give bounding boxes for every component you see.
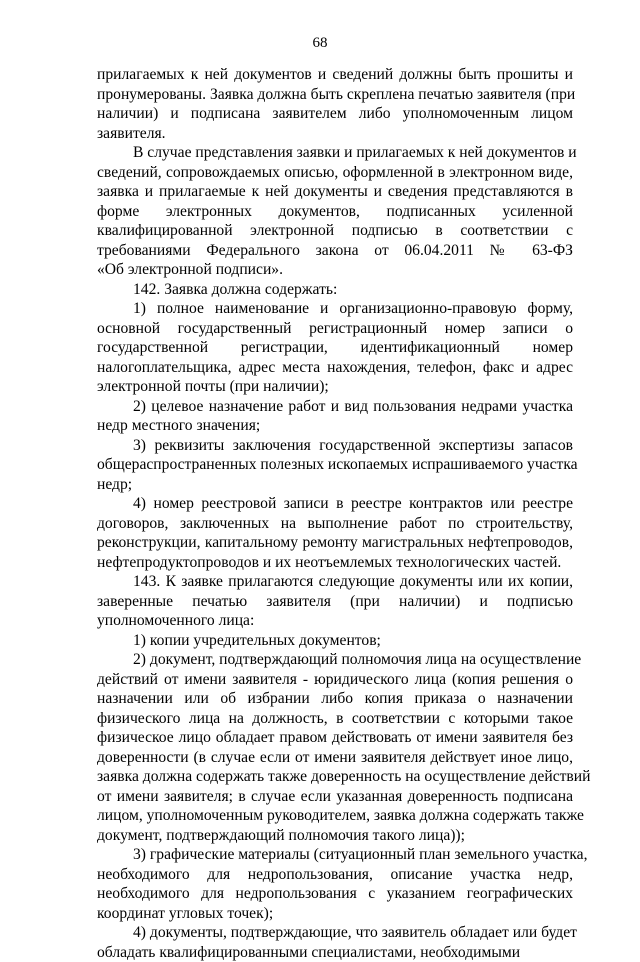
paragraph	[97, 397, 573, 436]
text-line: 143. К заявке прилагаются следующие документы или их копии,	[97, 572, 573, 592]
text-line: недр;	[97, 475, 573, 495]
text-line: В случае представления заявки и прилагаемых к ней документов и	[97, 143, 573, 163]
text-line: физическое лицо обладает правом действовать от имени заявителя без	[97, 728, 573, 748]
paragraph	[97, 631, 573, 651]
text-line: реконструкции, капитальному ремонту магистральных нефтепроводов,	[97, 533, 573, 553]
text-line: 4) номер реестровой записи в реестре контрактов или реестре	[97, 494, 573, 514]
paragraph	[97, 299, 573, 397]
text-line: 2) документ, подтверждающий полномочия лица на осуществление	[97, 650, 573, 670]
paragraph	[97, 650, 573, 845]
paragraph	[97, 572, 573, 631]
text-line: 2) целевое назначение работ и вид пользования недрами участка	[97, 397, 573, 417]
text-line: наличии) и подписана заявителем либо уполномоченным лицом	[97, 104, 573, 124]
text-line: 142. Заявка должна содержать:	[97, 280, 573, 300]
text-line: электронной почты (при наличии);	[97, 377, 573, 397]
paragraph	[97, 494, 573, 572]
text-line: основной государственный регистрационный номер записи о	[97, 319, 573, 339]
text-line: налогоплательщика, адрес места нахождения, телефон, факс и адрес	[97, 358, 573, 378]
text-line: государственной регистрации, идентификационный номер	[97, 338, 573, 358]
text-line: 3) реквизиты заключения государственной экспертизы запасов	[97, 436, 573, 456]
text-line: лицом, уполномоченным руководителем, заявка должна содержать также	[97, 806, 573, 826]
text-line: обладать квалифицированными специалистами, необходимыми	[97, 943, 573, 962]
text-line: договоров, заключенных на выполнение работ по строительству,	[97, 514, 573, 534]
text-line: недр местного значения;	[97, 416, 573, 436]
text-line: сведений, сопровождаемых описью, оформленной в электронном виде,	[97, 163, 573, 183]
text-line: 1) копии учредительных документов;	[97, 631, 573, 651]
text-line: физического лица на должность, в соответствии с которыми такое	[97, 709, 573, 729]
text-line: квалифицированной электронной подписью в соответствии с	[97, 221, 573, 241]
text-line: нефтепродуктопроводов и их неотъемлемых технологических частей.	[97, 553, 573, 573]
paragraph	[97, 143, 573, 280]
text-line: прилагаемых к ней документов и сведений должны быть прошиты и	[97, 65, 573, 85]
text-line: 3) графические материалы (ситуационный план земельного участка,	[97, 845, 573, 865]
text-line: уполномоченного лица:	[97, 611, 573, 631]
text-line: заверенные печатью заявителя (при наличии) и подписью	[97, 592, 573, 612]
page-number: 68	[0, 34, 640, 52]
paragraph	[97, 280, 573, 300]
text-line: доверенности (в случае если от имени заявителя действует иное лицо,	[97, 748, 573, 768]
text-line: заявка должна содержать также доверенность на осуществление действий	[97, 767, 573, 787]
text-line: координат угловых точек);	[97, 904, 573, 924]
text-line: действий от имени заявителя - юридического лица (копия решения о	[97, 670, 573, 690]
text-line: общераспространенных полезных ископаемых испрашиваемого участка	[97, 455, 573, 475]
text-line: документ, подтверждающий полномочия такого лица));	[97, 826, 573, 846]
paragraph	[97, 65, 573, 143]
text-line: от имени заявителя; в случае если указанная доверенность подписана	[97, 787, 573, 807]
text-line: 1) полное наименование и организационно-правовую форму,	[97, 299, 573, 319]
text-line: «Об электронной подписи».	[97, 260, 573, 280]
text-line: требованиями Федерального закона от 06.04.2011 № 63-ФЗ	[97, 241, 573, 261]
text-line: заявка и прилагаемые к ней документы и сведения представляются в	[97, 182, 573, 202]
paragraph	[97, 436, 573, 495]
paragraph	[97, 923, 573, 962]
text-line: пронумерованы. Заявка должна быть скреплена печатью заявителя (при	[97, 85, 573, 105]
text-line: 4) документы, подтверждающие, что заявитель обладает или будет	[97, 923, 573, 943]
document-body	[97, 65, 573, 962]
paragraph	[97, 845, 573, 923]
text-line: назначении или об избрании либо копия приказа о назначении	[97, 689, 573, 709]
text-line: форме электронных документов, подписанных усиленной	[97, 202, 573, 222]
text-line: заявителя.	[97, 124, 573, 144]
text-line: необходимого для недропользования с указанием географических	[97, 884, 573, 904]
text-line: необходимого для недропользования, описание участка недр,	[97, 865, 573, 885]
